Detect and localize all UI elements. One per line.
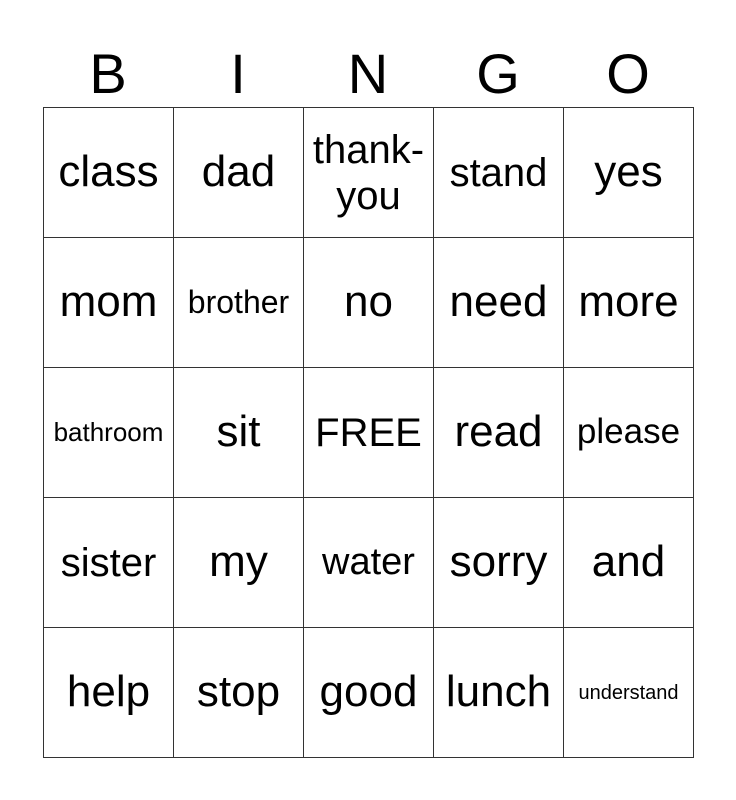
bingo-cell[interactable] bbox=[174, 368, 304, 498]
cell-word: lunch bbox=[445, 667, 552, 717]
cell-word: yes bbox=[594, 147, 663, 197]
cell-word: sit bbox=[216, 407, 261, 457]
bingo-cell[interactable] bbox=[44, 238, 174, 368]
bingo-cell[interactable] bbox=[564, 628, 694, 758]
cell-word: sister bbox=[60, 540, 157, 585]
bingo-cell[interactable] bbox=[564, 238, 694, 368]
cell-word: brother bbox=[187, 283, 290, 320]
bingo-cell[interactable] bbox=[434, 108, 564, 238]
bingo-cell[interactable] bbox=[304, 498, 434, 628]
bingo-cell[interactable] bbox=[304, 108, 434, 238]
bingo-board bbox=[43, 107, 694, 758]
bingo-cell[interactable] bbox=[304, 628, 434, 758]
bingo-cell[interactable] bbox=[174, 108, 304, 238]
cell-word: bathroom bbox=[53, 417, 164, 448]
bingo-cell[interactable] bbox=[564, 498, 694, 628]
bingo-cell[interactable] bbox=[434, 628, 564, 758]
cell-word: need bbox=[449, 277, 548, 327]
cell-word: my bbox=[209, 537, 268, 587]
cell-word: class bbox=[58, 147, 159, 197]
header-letter-i: I bbox=[230, 42, 246, 105]
cell-word: thank-you bbox=[312, 127, 425, 218]
cell-word: help bbox=[66, 667, 151, 717]
bingo-cell[interactable] bbox=[44, 368, 174, 498]
cell-word: dad bbox=[201, 147, 276, 197]
header-letter-o: O bbox=[606, 42, 650, 105]
cell-word: please bbox=[576, 412, 681, 452]
cell-word: more bbox=[578, 277, 679, 327]
cell-word: water bbox=[322, 540, 415, 583]
bingo-header bbox=[43, 40, 693, 108]
free-space-cell[interactable] bbox=[304, 368, 434, 498]
bingo-cell[interactable] bbox=[304, 238, 434, 368]
free-space-label: FREE bbox=[315, 410, 422, 455]
header-letter-g: G bbox=[476, 42, 520, 105]
header-letter-n: N bbox=[347, 42, 389, 105]
header-letter-b: B bbox=[89, 42, 127, 105]
bingo-cell[interactable] bbox=[174, 238, 304, 368]
bingo-cell[interactable] bbox=[564, 368, 694, 498]
bingo-cell[interactable] bbox=[434, 238, 564, 368]
cell-word: stop bbox=[196, 667, 281, 717]
cell-word: mom bbox=[59, 277, 158, 327]
cell-word: no bbox=[344, 277, 393, 327]
bingo-cell[interactable] bbox=[434, 368, 564, 498]
bingo-cell[interactable] bbox=[174, 498, 304, 628]
bingo-cell[interactable] bbox=[174, 628, 304, 758]
cell-word: and bbox=[591, 537, 666, 587]
bingo-cell[interactable] bbox=[564, 108, 694, 238]
bingo-cell[interactable] bbox=[44, 108, 174, 238]
bingo-cell[interactable] bbox=[44, 628, 174, 758]
cell-word: good bbox=[319, 667, 418, 717]
bingo-cell[interactable] bbox=[434, 498, 564, 628]
cell-word: stand bbox=[449, 150, 548, 195]
cell-word: understand bbox=[578, 681, 679, 704]
cell-word: read bbox=[454, 407, 543, 457]
cell-word: sorry bbox=[449, 537, 548, 587]
bingo-cell[interactable] bbox=[44, 498, 174, 628]
